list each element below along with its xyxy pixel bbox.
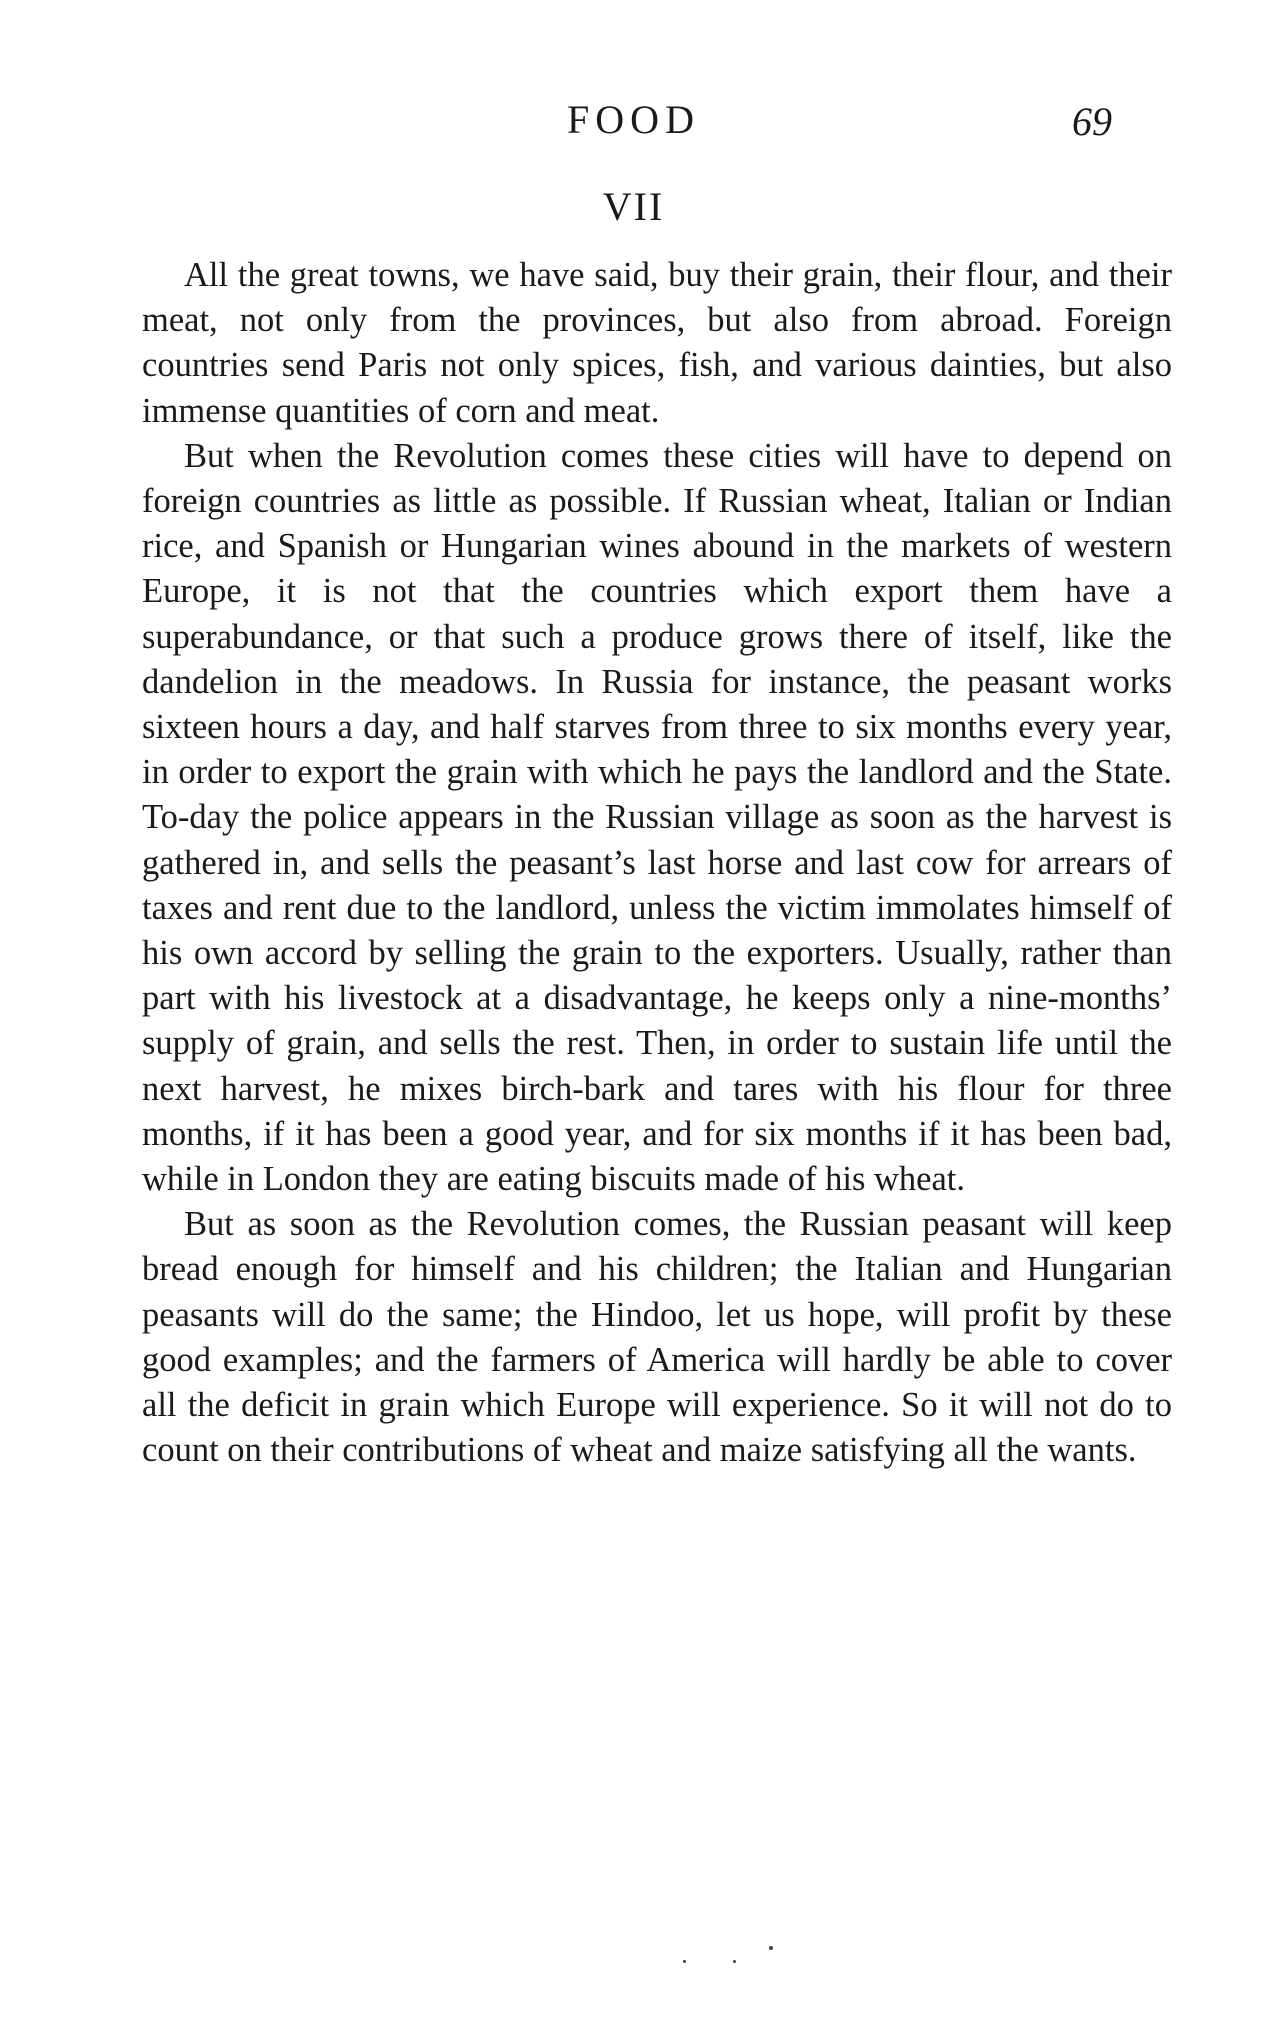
- body-text: [142, 253, 1172, 1473]
- page-number: 69: [1072, 99, 1112, 144]
- section-numeral: VII: [602, 184, 665, 229]
- speck: [683, 1960, 686, 1963]
- speck: [769, 1946, 773, 1950]
- running-title: FOOD: [567, 97, 700, 142]
- paragraph: But as soon as the Revolution comes, the Russian peasant will keep bread enough for himself and his children; the Italian and Hungarian peasants will do the same; the Hindoo, let us hope, will profit by these good examples; and the farmers of America will hardly be able to cover all the deficit in grain which Europe will experience. So it will not do to count on their contributions of wheat and maize satisfying all the wants.: [142, 1205, 1172, 1470]
- running-head: [0, 96, 1267, 146]
- speck: [733, 1960, 736, 1963]
- paragraph: All the great towns, we have said, buy their grain, their flour, and their meat, not only from the provinces, but also from abroad. Foreign countries send Paris not only spices, fish, and various dainties, but also immense quantities of corn and meat.: [142, 256, 1172, 430]
- paragraph: But when the Revolution comes these cities will have to depend on foreign countries as little as possible. If Russian wheat, Italian or Indian rice, and Spanish or Hungarian wines abound in the markets of western Europe, it is not that the countries which export them have a superabundance, or that such a produce grows there of itself, like the dandelion in the meadows. In Russia for instance, the peasant works sixteen hours a day, and half starves from three to six months every year, in order to export the grain with which he pays the landlord and the State. To-day the police appears in the Russian village as soon as the harvest is gathered in, and sells the peasant’s last horse and last cow for arrears of taxes and rent due to the landlord, unless the victim immolates himself of his own accord by selling the grain to the exporters. Usually, rather than part with his livestock at a disadvantage, he keeps only a nine-months’ supply of grain, and sells the rest. Then, in order to sustain life until the next harvest, he mixes birch-bark and tares with his flour for three months, if it has been a good year, and for six months if it has been bad, while in London they are eating biscuits made of his wheat.: [142, 436, 1172, 1199]
